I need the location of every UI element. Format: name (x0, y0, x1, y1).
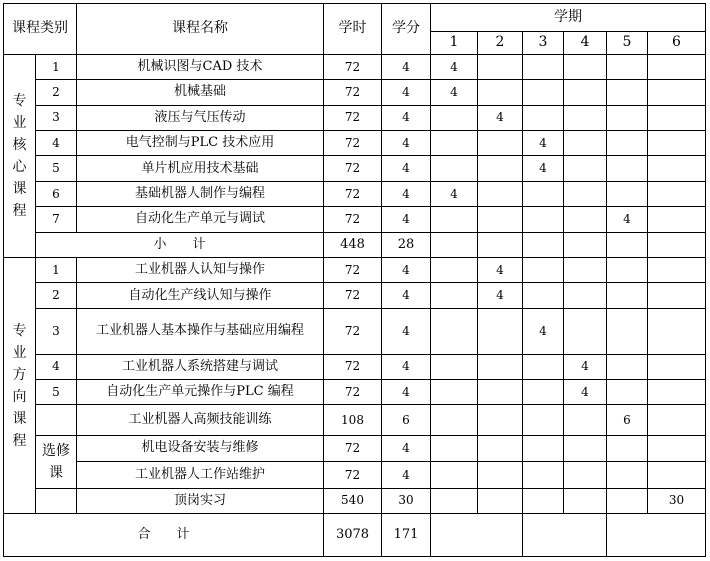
semester-cell (607, 232, 648, 257)
hours-header: 学时 (324, 4, 382, 55)
semester-cell (607, 283, 648, 308)
semester-cell (478, 435, 523, 461)
semester-cell (607, 514, 706, 557)
course-name: 自动化生产单元操作与PLC 编程 (77, 380, 324, 405)
semester-cell (431, 354, 478, 379)
course-credits: 4 (382, 207, 431, 232)
semester-cell: 4 (564, 354, 607, 379)
semester-cell (523, 105, 564, 130)
semester-cell (607, 181, 648, 206)
total-label: 合 计 (4, 514, 324, 557)
semester-cell (564, 207, 607, 232)
semester-cell (607, 488, 648, 513)
row-number: 4 (36, 354, 77, 379)
semester-cell (564, 54, 607, 79)
category-char: 课 (12, 180, 27, 197)
semester-6-header: 6 (648, 32, 706, 54)
semester-cell (431, 131, 478, 156)
semester-cell (523, 207, 564, 232)
course-credits: 4 (382, 80, 431, 105)
semester-cell (648, 462, 706, 488)
course-credits: 4 (382, 105, 431, 130)
direction-category-label (4, 258, 36, 514)
semester-cell (431, 308, 478, 354)
elective-label-text: 选修 (42, 442, 70, 459)
course-credits: 30 (382, 488, 431, 513)
course-name: 工业机器人高频技能训练 (77, 405, 324, 435)
category-char: 向 (12, 388, 27, 405)
semester-cell (478, 488, 523, 513)
semester-5-header: 5 (607, 32, 648, 54)
course-name: 工业机器人认知与操作 (77, 258, 324, 283)
course-name: 电气控制与PLC 技术应用 (77, 131, 324, 156)
subtotal-credits: 28 (382, 232, 431, 257)
semester-cell (564, 80, 607, 105)
semester-cell (564, 181, 607, 206)
total-hours: 3078 (324, 514, 382, 557)
row-number: 6 (36, 181, 77, 206)
semester-cell (431, 462, 478, 488)
course-hours: 72 (324, 258, 382, 283)
course-hours: 540 (324, 488, 382, 513)
semester-cell (648, 54, 706, 79)
category-char: 核 (12, 136, 27, 153)
course-hours: 72 (324, 435, 382, 461)
semester-cell (478, 354, 523, 379)
semester-cell (607, 258, 648, 283)
semester-cell (648, 405, 706, 435)
semester-cell (607, 105, 648, 130)
course-name: 机电设备安装与维修 (77, 435, 324, 461)
semester-cell (523, 435, 564, 461)
category-char: 课 (12, 410, 27, 427)
course-name: 自动化生产单元与调试 (77, 207, 324, 232)
semester-cell (648, 435, 706, 461)
semester-cell (431, 405, 478, 435)
course-name: 工业机器人系统搭建与调试 (77, 354, 324, 379)
semester-header: 学期 (431, 4, 706, 32)
semester-cell (607, 380, 648, 405)
semester-cell (431, 514, 523, 557)
semester-cell (431, 207, 478, 232)
semester-cell (648, 80, 706, 105)
course-credits: 4 (382, 462, 431, 488)
semester-cell (564, 232, 607, 257)
course-name: 工业机器人工作站维护 (77, 462, 324, 488)
semester-cell (607, 156, 648, 181)
category-header: 课程类别 (4, 4, 77, 55)
category-char: 专 (12, 322, 27, 339)
semester-cell (648, 181, 706, 206)
course-name: 顶岗实习 (77, 488, 324, 513)
semester-cell (523, 258, 564, 283)
semester-cell (523, 380, 564, 405)
table-row (4, 258, 706, 283)
row-number: 5 (36, 156, 77, 181)
semester-cell (564, 283, 607, 308)
semester-cell (607, 80, 648, 105)
course-credits: 4 (382, 181, 431, 206)
semester-cell (607, 462, 648, 488)
elective-label (36, 435, 77, 488)
course-hours: 72 (324, 380, 382, 405)
row-number: 3 (36, 105, 77, 130)
course-name: 基础机器人制作与编程 (77, 181, 324, 206)
semester-cell: 4 (478, 283, 523, 308)
course-hours: 72 (324, 105, 382, 130)
semester-cell (523, 462, 564, 488)
internship-row (4, 488, 706, 513)
subtotal-hours: 448 (324, 232, 382, 257)
semester-cell (648, 380, 706, 405)
course-credits: 4 (382, 283, 431, 308)
row-number: 5 (36, 380, 77, 405)
semester-cell (648, 354, 706, 379)
semester-cell (523, 283, 564, 308)
semester-1-header: 1 (431, 32, 478, 54)
row-number (36, 488, 77, 513)
semester-cell (431, 156, 478, 181)
semester-cell (564, 131, 607, 156)
semester-cell (431, 232, 478, 257)
core-category-label (4, 54, 36, 257)
course-credits: 4 (382, 156, 431, 181)
table-row (4, 181, 706, 206)
semester-cell (607, 308, 648, 354)
table-row (4, 435, 706, 461)
semester-cell (431, 105, 478, 130)
semester-cell (648, 232, 706, 257)
semester-cell (431, 435, 478, 461)
table-row (4, 462, 706, 488)
course-name: 自动化生产线认知与操作 (77, 283, 324, 308)
course-name: 机械基础 (77, 80, 324, 105)
table-row (4, 380, 706, 405)
semester-cell (564, 462, 607, 488)
semester-cell (523, 181, 564, 206)
semester-cell (478, 207, 523, 232)
category-char: 业 (12, 344, 27, 361)
semester-cell (478, 308, 523, 354)
subtotal-label: 小 计 (36, 232, 324, 257)
course-credits: 4 (382, 354, 431, 379)
course-name-header: 课程名称 (77, 4, 324, 55)
semester-cell: 4 (478, 258, 523, 283)
semester-cell (523, 54, 564, 79)
course-credits: 4 (382, 54, 431, 79)
semester-cell (564, 405, 607, 435)
category-char: 专 (12, 92, 27, 109)
table-row (4, 80, 706, 105)
semester-cell (523, 80, 564, 105)
row-number: 1 (36, 54, 77, 79)
row-number: 4 (36, 131, 77, 156)
subtotal-row (4, 232, 706, 257)
semester-cell (648, 308, 706, 354)
header-row-1 (4, 4, 706, 32)
course-credits: 4 (382, 380, 431, 405)
row-number: 3 (36, 308, 77, 354)
semester-cell (564, 105, 607, 130)
semester-cell (523, 354, 564, 379)
course-hours: 72 (324, 462, 382, 488)
table-row (4, 405, 706, 435)
total-row (4, 514, 706, 557)
course-credits: 4 (382, 435, 431, 461)
semester-cell (478, 156, 523, 181)
semester-cell: 4 (431, 54, 478, 79)
course-credits: 6 (382, 405, 431, 435)
semester-cell (564, 488, 607, 513)
course-credits: 4 (382, 308, 431, 354)
semester-cell (564, 435, 607, 461)
semester-cell (607, 131, 648, 156)
semester-cell (431, 380, 478, 405)
semester-cell (607, 354, 648, 379)
category-char: 程 (12, 202, 27, 219)
curriculum-table (3, 3, 706, 557)
course-hours: 72 (324, 354, 382, 379)
table-row (4, 105, 706, 130)
course-name: 单片机应用技术基础 (77, 156, 324, 181)
row-number: 2 (36, 283, 77, 308)
elective-label-text: 课 (49, 464, 63, 481)
course-hours: 72 (324, 283, 382, 308)
row-number: 1 (36, 258, 77, 283)
semester-cell (523, 232, 564, 257)
semester-cell (648, 105, 706, 130)
semester-cell (431, 283, 478, 308)
semester-cell (648, 283, 706, 308)
semester-cell (607, 435, 648, 461)
semester-cell (478, 80, 523, 105)
row-number (36, 405, 77, 435)
semester-cell: 4 (431, 80, 478, 105)
course-name: 液压与气压传动 (77, 105, 324, 130)
semester-cell: 4 (523, 156, 564, 181)
semester-cell (478, 405, 523, 435)
total-credits: 171 (382, 514, 431, 557)
semester-cell (523, 405, 564, 435)
row-number: 2 (36, 80, 77, 105)
category-char: 程 (12, 432, 27, 449)
semester-cell: 4 (431, 181, 478, 206)
course-name: 机械识图与CAD 技术 (77, 54, 324, 79)
course-hours: 72 (324, 131, 382, 156)
semester-cell (648, 258, 706, 283)
semester-cell (431, 258, 478, 283)
course-hours: 72 (324, 308, 382, 354)
semester-cell (607, 54, 648, 79)
semester-cell (478, 380, 523, 405)
semester-cell (564, 308, 607, 354)
course-hours: 108 (324, 405, 382, 435)
course-hours: 72 (324, 181, 382, 206)
course-hours: 72 (324, 54, 382, 79)
semester-cell (648, 207, 706, 232)
semester-cell: 6 (607, 405, 648, 435)
semester-cell (478, 462, 523, 488)
course-hours: 72 (324, 156, 382, 181)
table-row (4, 131, 706, 156)
table-row (4, 54, 706, 79)
row-number: 7 (36, 207, 77, 232)
semester-cell (478, 54, 523, 79)
semester-cell (478, 232, 523, 257)
semester-cell (564, 258, 607, 283)
table-row (4, 283, 706, 308)
table-row (4, 156, 706, 181)
table-row (4, 354, 706, 379)
course-hours: 72 (324, 80, 382, 105)
semester-cell (564, 156, 607, 181)
semester-cell (431, 488, 478, 513)
semester-3-header: 3 (523, 32, 564, 54)
course-hours: 72 (324, 207, 382, 232)
semester-cell: 4 (564, 380, 607, 405)
credits-header: 学分 (382, 4, 431, 55)
semester-cell (648, 131, 706, 156)
semester-cell (523, 514, 607, 557)
table-row (4, 308, 706, 354)
course-credits: 4 (382, 258, 431, 283)
semester-cell: 30 (648, 488, 706, 513)
table-row (4, 207, 706, 232)
category-char: 心 (12, 158, 27, 175)
semester-2-header: 2 (478, 32, 523, 54)
category-char: 方 (12, 366, 27, 383)
semester-cell (478, 131, 523, 156)
semester-4-header: 4 (564, 32, 607, 54)
course-credits: 4 (382, 131, 431, 156)
semester-cell: 4 (607, 207, 648, 232)
course-name: 工业机器人基本操作与基础应用编程 (77, 308, 324, 354)
semester-cell: 4 (523, 308, 564, 354)
semester-cell: 4 (478, 105, 523, 130)
semester-cell: 4 (523, 131, 564, 156)
semester-cell (523, 488, 564, 513)
category-char: 业 (12, 114, 27, 131)
semester-cell (648, 156, 706, 181)
semester-cell (478, 181, 523, 206)
